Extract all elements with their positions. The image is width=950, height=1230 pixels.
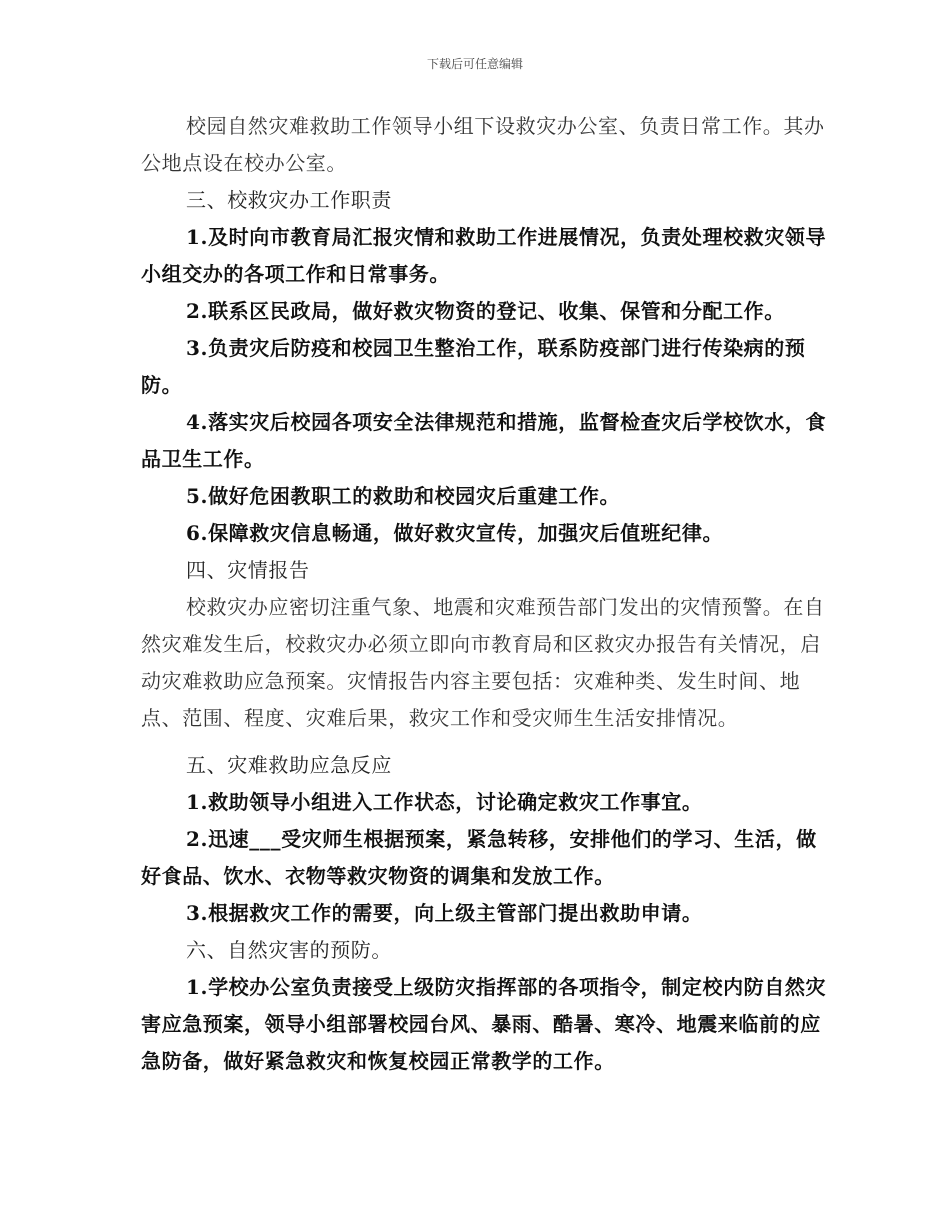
response-item-2: 2.迅速___受灾师生根据预案，紧急转移，安排他们的学习、生活，做好食品、饮水、衣物等救灾物资的调集和发放工作。 [141, 827, 817, 888]
duty-item-2: 2.联系区民政局，做好救灾物资的登记、收集、保管和分配工作。 [186, 299, 785, 323]
document-body [141, 108, 831, 1080]
duty-item-4: 4.落实灾后校园各项安全法律规范和措施，监督检查灾后学校饮水，食品卫生工作。 [141, 410, 827, 471]
duty-item-3: 3.负责灾后防疫和校园卫生整治工作，联系防疫部门进行传染病的预防。 [141, 336, 806, 397]
section-heading-4: 四、灾情报告 [186, 558, 310, 582]
duty-item-1: 1.及时向市教育局汇报灾情和救助工作进展情况，负责处理校救灾领导小组交办的各项工作和日常事务。 [141, 225, 827, 286]
duty-item-5: 5.做好危困教职工的救助和校园灾后重建工作。 [186, 484, 621, 508]
section-heading-5: 五、灾难救助应急反应 [186, 753, 392, 777]
duty-item-6: 6.保障救灾信息畅通，做好救灾宣传，加强灾后值班纪律。 [186, 521, 724, 545]
response-item-3: 3.根据救灾工作的需要，向上级主管部门提出救助申请。 [186, 901, 703, 925]
paragraph-gap [141, 737, 831, 747]
prevention-item-1: 1.学校办公室负责接受上级防灾指挥部的各项指令，制定校内防自然灾害应急预案，领导小组部署校园台风、暴雨、酷暑、寒冷、地震来临前的应急防备，做好紧急救灾和恢复校园正常教学的工作。 [141, 975, 827, 1073]
response-item-1: 1.救助领导小组进入工作状态，讨论确定救灾工作事宜。 [186, 790, 703, 814]
section-heading-6: 六、自然灾害的预防。 [186, 938, 392, 962]
paragraph-disaster-report: 校救灾办应密切注重气象、地震和灾难预告部门发出的灾情预警。在自然灾难发生后，校救灾办必须立即向市教育局和区救灾办报告有关情况，启动灾难救助应急预案。灾情报告内容主要包括：灾难种类、发生时间、地点、范围、程度、灾难后果，救灾工作和受灾师生生活安排情况。 [141, 595, 825, 730]
paragraph-office-setup: 校园自然灾难救助工作领导小组下设救灾办公室、负责日常工作。其办公地点设在校办公室。 [141, 114, 825, 175]
page-header: 下载后可任意编辑 [426, 57, 523, 71]
section-heading-3: 三、校救灾办工作职责 [186, 188, 392, 212]
